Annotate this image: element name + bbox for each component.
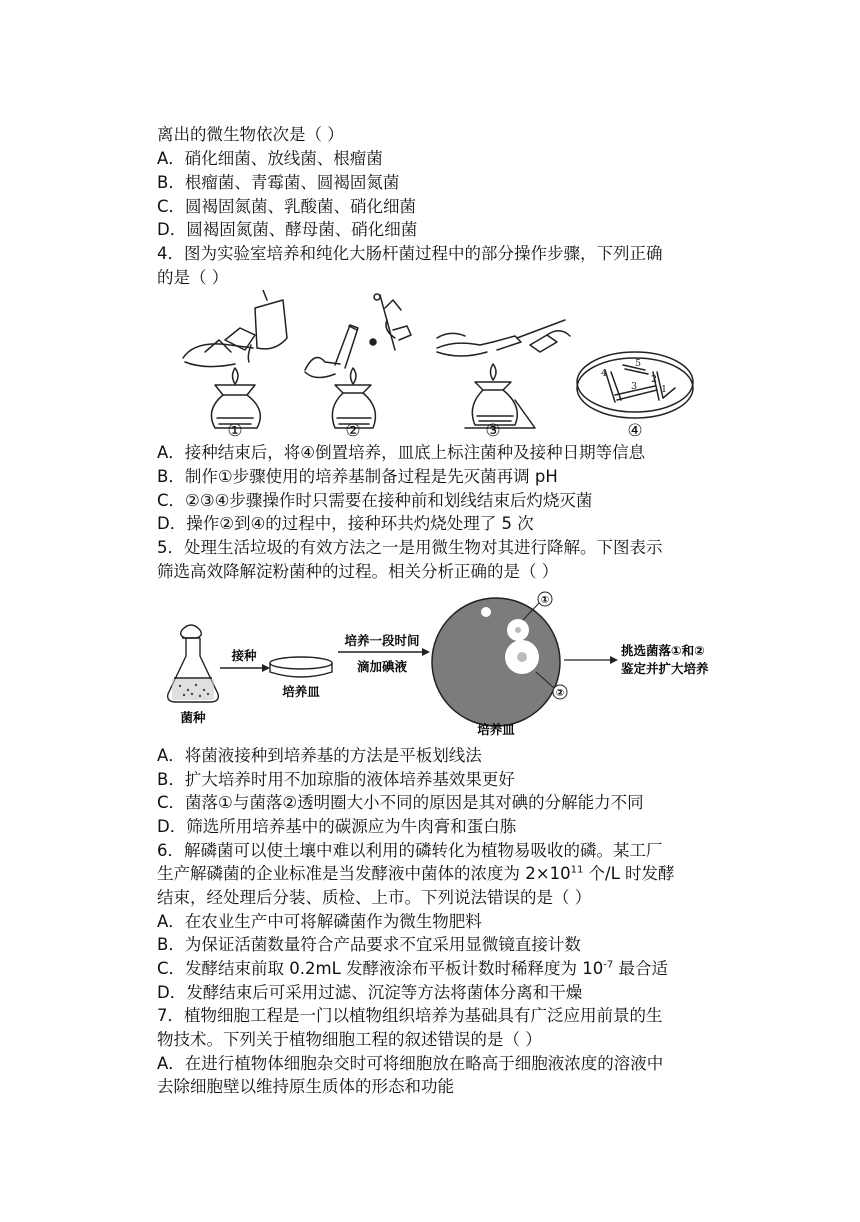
streak-number-2: 2 — [651, 374, 658, 385]
streaking-illustration — [437, 320, 570, 428]
q6-option-a: A．在农业生产中可将解磷菌作为微生物肥料 — [157, 912, 482, 931]
fig-label-3: ③ — [485, 421, 501, 440]
streak-number-5: 5 — [635, 358, 642, 369]
q3-option-a: A．硝化细菌、放线菌、根瘤菌 — [157, 149, 383, 168]
q3-option-c: C．圆褐固氮菌、乳酸菌、硝化细菌 — [157, 197, 417, 216]
inoculating-loop-illustration — [370, 294, 411, 350]
colony-2-label: ② — [555, 688, 565, 699]
flask-label: 菌种 — [180, 710, 206, 725]
q5-stem-line1: 5．处理生活垃圾的有效方法之一是用微生物对其进行降解。下图表示 — [157, 538, 663, 557]
q7-option-a-line1: A．在进行植物体细胞杂交时可将细胞放在略高于细胞液浓度的溶液中 — [157, 1054, 664, 1073]
small-colony — [481, 607, 491, 617]
q6-option-b: B．为保证活菌数量符合产品要求不宜采用显微镜直接计数 — [157, 935, 581, 954]
arrow2-label-bottom: 滴加碘液 — [356, 659, 408, 674]
q3-option-d: D．圆褐固氮菌、酵母菌、硝化细菌 — [157, 220, 418, 239]
fig-label-1: ① — [227, 421, 243, 440]
q5-option-a: A．将菌液接种到培养基的方法是平板划线法 — [157, 746, 482, 765]
q7-stem-line1: 7．植物细胞工程是一门以植物组织培养为基础具有广泛应用前景的生 — [157, 1006, 663, 1025]
q5-stem-line2: 筛选高效降解淀粉菌种的过程。相关分析正确的是（ ） — [157, 562, 559, 581]
q6-option-d: D．发酵结束后可采用过滤、沉淀等方法将菌体分离和干燥 — [157, 983, 583, 1002]
colony-1-label: ① — [540, 595, 550, 606]
q4-option-c: C．②③④步骤操作时只需要在接种前和划线结束后灼烧灭菌 — [157, 491, 593, 510]
arrow2-label-top: 培养一段时间 — [344, 633, 420, 648]
q4-stem-line2: 的是（ ） — [157, 268, 229, 287]
q4-option-a: A．接种结束后，将④倒置培养，皿底上标注菌种及接种日期等信息 — [157, 443, 646, 462]
q6-stem-line2: 生产解磷菌的企业标准是当发酵液中菌体的浓度为 $2\times 10^{11}$ 个/L 时发酵 — [157, 864, 675, 883]
q7-stem-line2: 物技术。下列关于植物细胞工程的叙述错误的是（ ） — [157, 1030, 542, 1049]
tube-sterilize-illustration — [305, 325, 375, 428]
dish1-label: 培养皿 — [282, 684, 320, 699]
streak-number-1: 1 — [661, 384, 668, 395]
q4-stem-line1: 4．图为实验室培养和纯化大肠杆菌过程中的部分操作步骤，下列正确 — [157, 244, 663, 263]
result-line1: 挑选菌落①和② — [621, 643, 705, 658]
pouring-medium-illustration — [183, 290, 287, 428]
q7-option-a-line2: 去除细胞壁以维持原生质体的形态和功能 — [157, 1077, 454, 1096]
petri-dish-1 — [270, 657, 332, 677]
petri-dish-2 — [432, 598, 560, 726]
q5-option-d: D．筛选所用培养基中的碳源应为牛肉膏和蛋白胨 — [157, 817, 517, 836]
fig-label-4: ④ — [627, 421, 643, 440]
dish2-label: 培养皿 — [477, 722, 515, 737]
streak-number-4: 4 — [601, 368, 608, 379]
q6-option-c: C．发酵结束前取 0.2mL 发酵液涂布平板计数时稀释度为 $10^{-7}$ 最合适 — [157, 959, 668, 978]
q5-screening-figure — [160, 590, 730, 740]
q4-option-d: D．操作②到④的过程中，接种环共灼烧处理了 5 次 — [157, 514, 534, 533]
q6-stem-line3: 结束，经处理后分装、质检、上市。下列说法错误的是（ ） — [157, 888, 592, 907]
q3-stem-tail: 离出的微生物依次是（ ） — [157, 125, 344, 144]
q4-option-b: B．制作①步骤使用的培养基制备过程是先灭菌再调 pH — [157, 467, 558, 486]
arrow1-label: 接种 — [231, 648, 257, 663]
result-line2: 鉴定并扩大培养 — [621, 661, 709, 676]
q4-operation-figure — [175, 290, 715, 440]
streak-number-3: 3 — [631, 381, 638, 392]
q3-option-b: B．根瘤菌、青霉菌、圆褐固氮菌 — [157, 173, 400, 192]
fig-label-2: ② — [345, 421, 361, 440]
q6-stem-line1: 6．解磷菌可以使土壤中难以利用的磷转化为植物易吸收的磷。某工厂 — [157, 841, 663, 860]
q5-option-b: B．扩大培养时用不加琼脂的液体培养基效果更好 — [157, 770, 515, 789]
q5-option-c: C．菌落①与菌落②透明圈大小不同的原因是其对碘的分解能力不同 — [157, 793, 644, 812]
